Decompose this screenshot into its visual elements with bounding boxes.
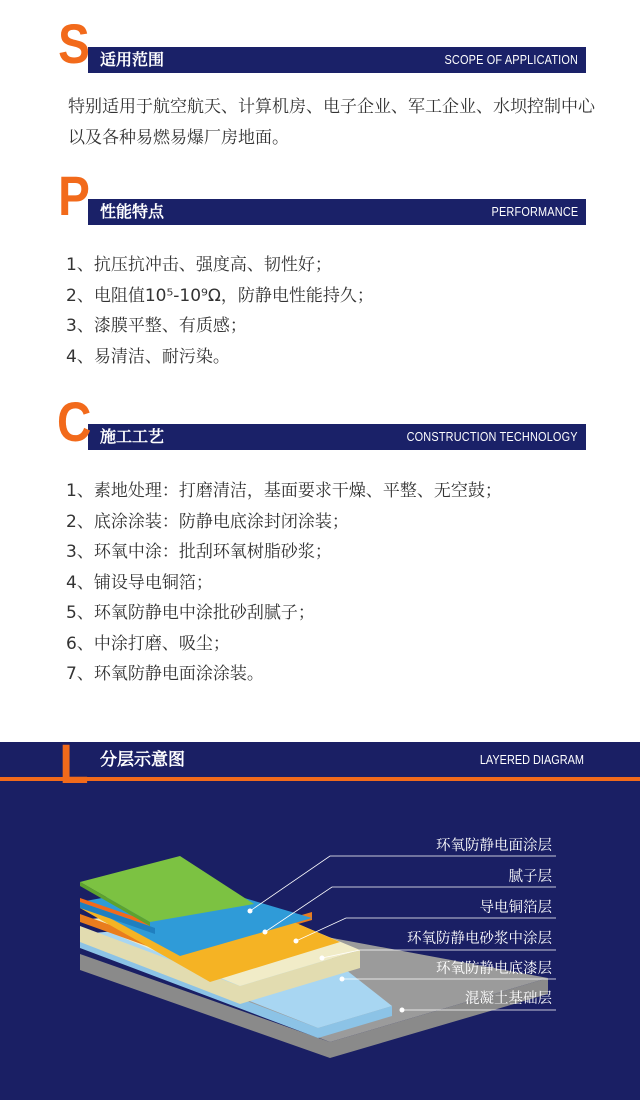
layer-diagram bbox=[0, 742, 640, 1100]
list-item: 3、漆膜平整、有质感； bbox=[66, 316, 247, 336]
construction-list bbox=[66, 476, 606, 690]
scope-title-zh: 适用范围 bbox=[100, 50, 165, 69]
list-item: 2、底涂涂装：防静电底涂封闭涂装； bbox=[66, 511, 349, 532]
construction-section bbox=[0, 390, 640, 740]
layer-label-topcoat: 环氧防静电面涂层 bbox=[436, 838, 552, 854]
scope-section bbox=[0, 0, 640, 170]
construction-header-bar bbox=[88, 424, 586, 450]
list-item: 4、易清洁、耐污染。 bbox=[66, 346, 230, 367]
performance-header-bar bbox=[88, 199, 586, 225]
layered-title-en: LAYERED DIAGRAM bbox=[479, 752, 584, 767]
construction-letter: C bbox=[57, 390, 92, 453]
list-item: 1、素地处理：打磨清洁，基面要求干燥、平整、无空鼓； bbox=[66, 481, 502, 501]
list-item: 1、抗压抗冲击、强度高、韧性好； bbox=[66, 255, 332, 275]
scope-header-bar bbox=[88, 47, 586, 73]
list-item: 2、电阻值10⁵-10⁹Ω，防静电性能持久； bbox=[66, 285, 374, 306]
performance-section bbox=[0, 164, 640, 390]
layer-label-mortar-mid: 环氧防静电砂浆中涂层 bbox=[407, 931, 552, 947]
list-item: 5、环氧防静电中涂批砂刮腻子； bbox=[66, 603, 315, 623]
list-item: 6、中涂打磨、吸尘； bbox=[66, 633, 230, 654]
scope-letter: S bbox=[58, 12, 90, 75]
construction-title-zh: 施工工艺 bbox=[100, 427, 165, 446]
performance-title-zh: 性能特点 bbox=[100, 202, 165, 221]
list-item: 7、环氧防静电面涂涂装。 bbox=[66, 664, 264, 684]
layer-label-concrete: 混凝土基础层 bbox=[465, 991, 552, 1007]
list-item: 3、环氧中涂：批刮环氧树脂砂浆； bbox=[66, 542, 332, 562]
performance-letter: P bbox=[58, 164, 90, 227]
layered-section bbox=[0, 732, 640, 1100]
scope-title-en: SCOPE OF APPLICATION bbox=[444, 52, 578, 67]
layer-label-copper-foil: 导电铜箔层 bbox=[479, 900, 552, 916]
performance-title-en: PERFORMANCE bbox=[491, 204, 578, 219]
layered-letter: L bbox=[59, 732, 89, 795]
construction-title-en: CONSTRUCTION TECHNOLOGY bbox=[406, 429, 578, 444]
layer-label-putty: 腻子层 bbox=[508, 869, 552, 885]
layered-title-zh: 分层示意图 bbox=[100, 750, 185, 770]
list-item: 4、铺设导电铜箔； bbox=[66, 572, 213, 593]
performance-list bbox=[66, 250, 606, 372]
scope-body: 特别适用于航空航天、计算机房、电子企业、军工企业、水坝控制中心以及各种易燃易爆厂房地面。 bbox=[68, 97, 595, 148]
layer-label-primer: 环氧防静电底漆层 bbox=[436, 961, 552, 977]
